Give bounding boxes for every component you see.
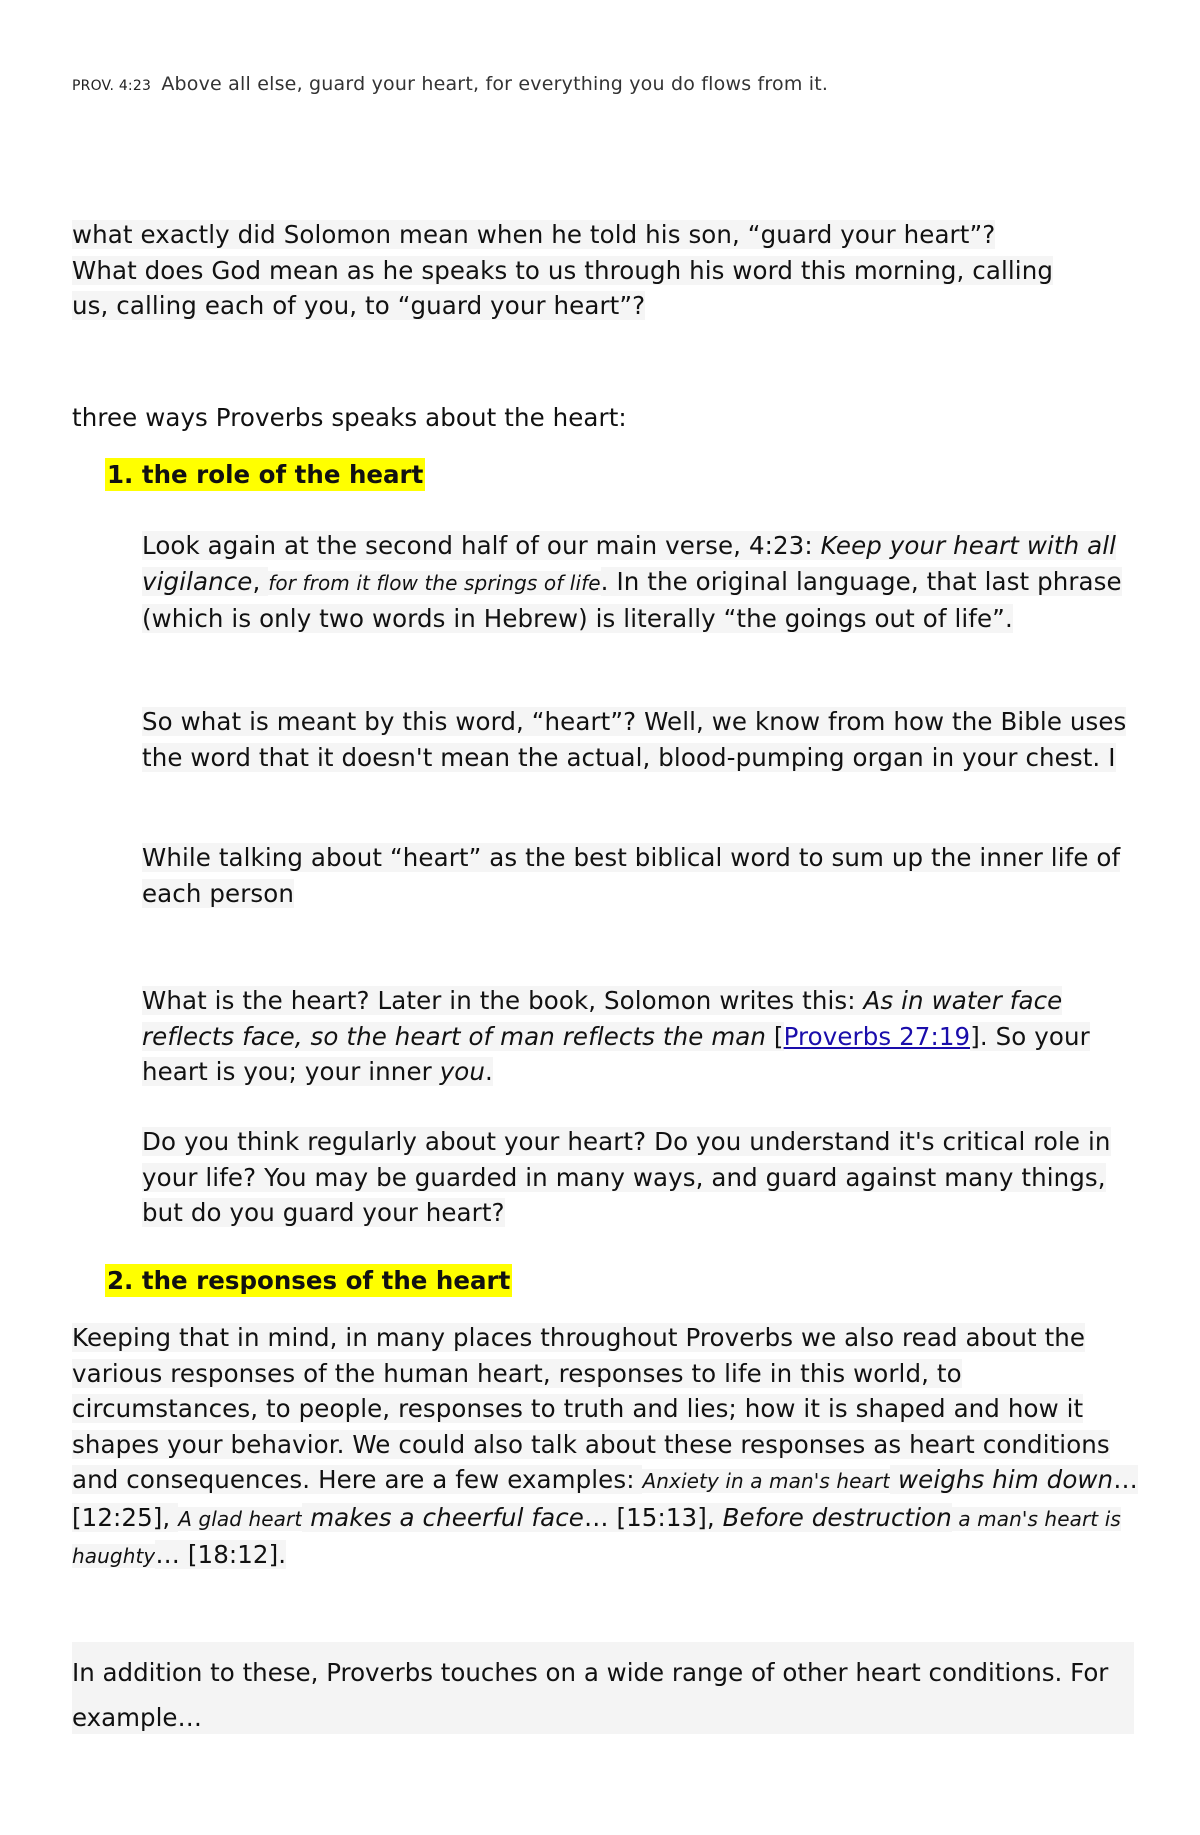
section-2-paragraph-1 xyxy=(72,1320,1142,1575)
section-1-paragraph-3 xyxy=(142,840,1142,911)
s2p1-quote-1a: Anxiety in a man's heart xyxy=(642,1469,891,1493)
three-ways-line xyxy=(72,400,1142,436)
section-1-paragraph-5 xyxy=(142,1124,1142,1231)
s1p4-text-b: ]. So your heart is you; your inner xyxy=(142,1021,1090,1086)
closing-paragraph xyxy=(72,1650,1134,1740)
proverbs-27-19-link[interactable]: Proverbs 27:19 xyxy=(783,1021,971,1051)
intro-line-3: us, calling each of you, to “guard your heart”? xyxy=(72,291,646,320)
s1p1-text-a: Look again at the second half of our main verse, 4:23: xyxy=(142,531,821,560)
closing-text: In addition to these, Proverbs touches on a wide range of other heart conditions. For example… xyxy=(72,1658,1109,1732)
section-1-paragraph-1 xyxy=(142,528,1142,637)
s2p1-quote-1b: weighs him down xyxy=(890,1465,1114,1494)
verse-line xyxy=(72,73,828,95)
verse-reference: PROV. 4:23 xyxy=(72,78,152,94)
s2p1-ref-1: … [12:25], xyxy=(72,1465,1138,1532)
section-1-paragraph-2 xyxy=(142,704,1142,775)
s1p1-quote-b: for from it flow the springs of life xyxy=(268,570,601,595)
s1p4-inner-you: you xyxy=(439,1057,486,1086)
s2p1-quote-3b: a man's heart is haughty xyxy=(72,1506,1121,1568)
s1p4-text-a: What is the heart? Later in the book, Solomon writes this: xyxy=(142,986,864,1015)
s1p1-quote-a: Keep your heart with all vigilance xyxy=(142,531,1117,596)
section-1-paragraph-4 xyxy=(142,983,1142,1090)
s1p4-period: . xyxy=(485,1057,493,1086)
s1p4-bracket-open: [ xyxy=(766,1021,784,1051)
intro-paragraph xyxy=(72,217,1142,324)
s1p1-text-c: . In the original language, that last phrase (which is only two words in Hebrew) is literally “the goings out of life”. xyxy=(142,566,1122,633)
s2p1-ref-3: … [18:12]. xyxy=(155,1540,287,1569)
verse-text: Above all else, guard your heart, for everything you do flows from it. xyxy=(161,73,829,95)
s1p4-quote: As in water face reflects face, so the heart of man reflects the man xyxy=(142,986,1063,1051)
s2p1-quote-2a: A glad heart xyxy=(178,1506,303,1531)
s2p1-quote-3a: Before destruction xyxy=(722,1502,952,1532)
s2p1-text-a: Keeping that in mind, in many places throughout Proverbs we also read about the various responses of the human heart, responses to life in this world, to circumstances, to people, responses to truth and lies; how it is shaped and how it shapes your behavior. We could also talk about these responses as heart conditions and consequences. Here are a few examples: xyxy=(72,1323,1110,1494)
section-2-heading: 2. the responses of the heart xyxy=(107,1266,511,1295)
three-ways-text: three ways Proverbs speaks about the heart: xyxy=(72,403,627,432)
intro-line-1: what exactly did Solomon mean when he told his son, “guard your heart”? xyxy=(72,220,996,249)
section-1-heading: 1. the role of the heart xyxy=(107,460,424,489)
intro-line-2: What does God mean as he speaks to us through his word this morning, calling xyxy=(72,255,1053,285)
s1p3-text: While talking about “heart” as the best biblical word to sum up the inner life of each person xyxy=(142,843,1121,908)
s1p5-text: Do you think regularly about your heart? Do you understand it's critical role in your life? You may be guarded in many ways, and guard against many things, but do you guard your heart? xyxy=(142,1127,1111,1227)
s1p1-text-b: , xyxy=(252,566,269,596)
s2p1-ref-2: … [15:13], xyxy=(583,1502,723,1532)
s1p2-text: So what is meant by this word, “heart”? Well, we know from how the Bible uses the word that it doesn't mean the actual, blood-pumping organ in your chest. I xyxy=(142,707,1127,772)
s2p1-quote-2b: makes a cheerful face xyxy=(302,1502,584,1532)
